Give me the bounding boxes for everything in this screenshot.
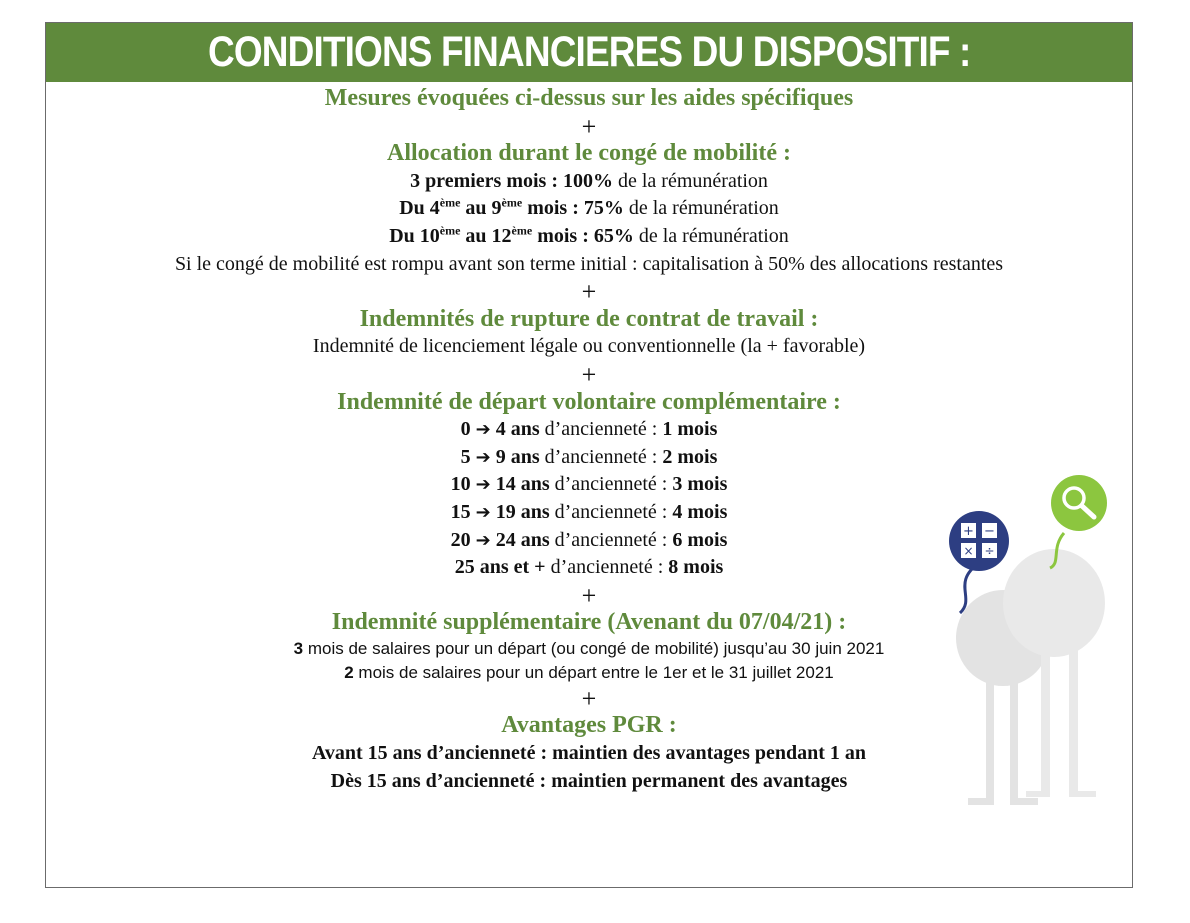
supplement-line-1: 3 mois de salaires pour un départ (ou congé de mobilité) jusqu’au 30 juin 2021: [293, 638, 885, 658]
svg-text:÷: ÷: [984, 544, 995, 558]
allocation-line-4: Si le congé de mobilité est rompu avant son terme initial : capitalisation à 50% des allocations restantes: [174, 252, 1004, 275]
rupture-line-1: Indemnité de licenciement légale ou conventionnelle (la + favorable): [312, 335, 866, 358]
section1-heading: Mesures évoquées ci-dessus sur les aides spécifiques: [324, 85, 854, 111]
svg-text:×: ×: [963, 544, 974, 558]
arrow-right-icon: ➔: [475, 474, 491, 496]
svg-text:−: −: [984, 524, 995, 539]
plus-separator: +: [581, 580, 597, 610]
arrow-right-icon: ➔: [475, 501, 491, 523]
page-title: CONDITIONS FINANCIERES DU DISPOSITIF :: [207, 28, 971, 76]
arrow-right-icon: ➔: [475, 419, 491, 441]
section4-heading: Indemnité de départ volontaire complémentaire :: [337, 388, 841, 415]
plus-separator: +: [581, 277, 597, 307]
section3-heading: Indemnités de rupture de contrat de travail :: [359, 305, 819, 332]
seniority-row: 10 ➔ 14 ans d’ancienneté : 3 mois: [450, 473, 728, 496]
arrow-right-icon: ➔: [475, 529, 491, 551]
financial-conditions-panel: [45, 22, 1133, 888]
seniority-row: 5 ➔ 9 ans d’ancienneté : 2 mois: [460, 445, 718, 468]
section5-heading: Indemnité supplémentaire (Avenant du 07/04/21) :: [331, 609, 847, 636]
seniority-row-last: 25 ans et + d’ancienneté : 8 mois: [454, 556, 724, 579]
figures-illustration: [946, 473, 1136, 823]
svg-text:+: +: [963, 524, 974, 539]
section6-heading: Avantages PGR :: [501, 712, 677, 739]
pgr-line-1: Avant 15 ans d’ancienneté : maintien des avantages pendant 1 an: [311, 742, 867, 765]
allocation-line-2: Du 4ème au 9ème mois : 75% de la rémunération: [399, 195, 779, 220]
seniority-row: 0 ➔ 4 ans d’ancienneté : 1 mois: [460, 418, 718, 441]
section2-heading: Allocation durant le congé de mobilité :: [387, 140, 791, 167]
title-banner: [46, 23, 1132, 82]
plus-separator: +: [581, 359, 597, 389]
supplement-line-2: 2 mois de salaires pour un départ entre le 1er et le 31 juillet 2021: [344, 662, 834, 682]
arrow-right-icon: ➔: [475, 446, 491, 468]
magnifier-icon: [1051, 475, 1107, 531]
plus-separator: +: [581, 111, 597, 141]
pgr-line-2: Dès 15 ans d’ancienneté : maintien permanent des avantages: [330, 769, 848, 792]
plus-separator: +: [581, 683, 597, 713]
allocation-line-3: Du 10ème au 12ème mois : 65% de la rémunération: [389, 223, 789, 247]
allocation-line-1: 3 premiers mois : 100% de la rémunération: [410, 169, 768, 192]
seniority-row: 15 ➔ 19 ans d’ancienneté : 4 mois: [450, 500, 728, 523]
seniority-row: 20 ➔ 24 ans d’ancienneté : 6 mois: [450, 528, 728, 551]
calculator-icon: [949, 511, 1009, 571]
